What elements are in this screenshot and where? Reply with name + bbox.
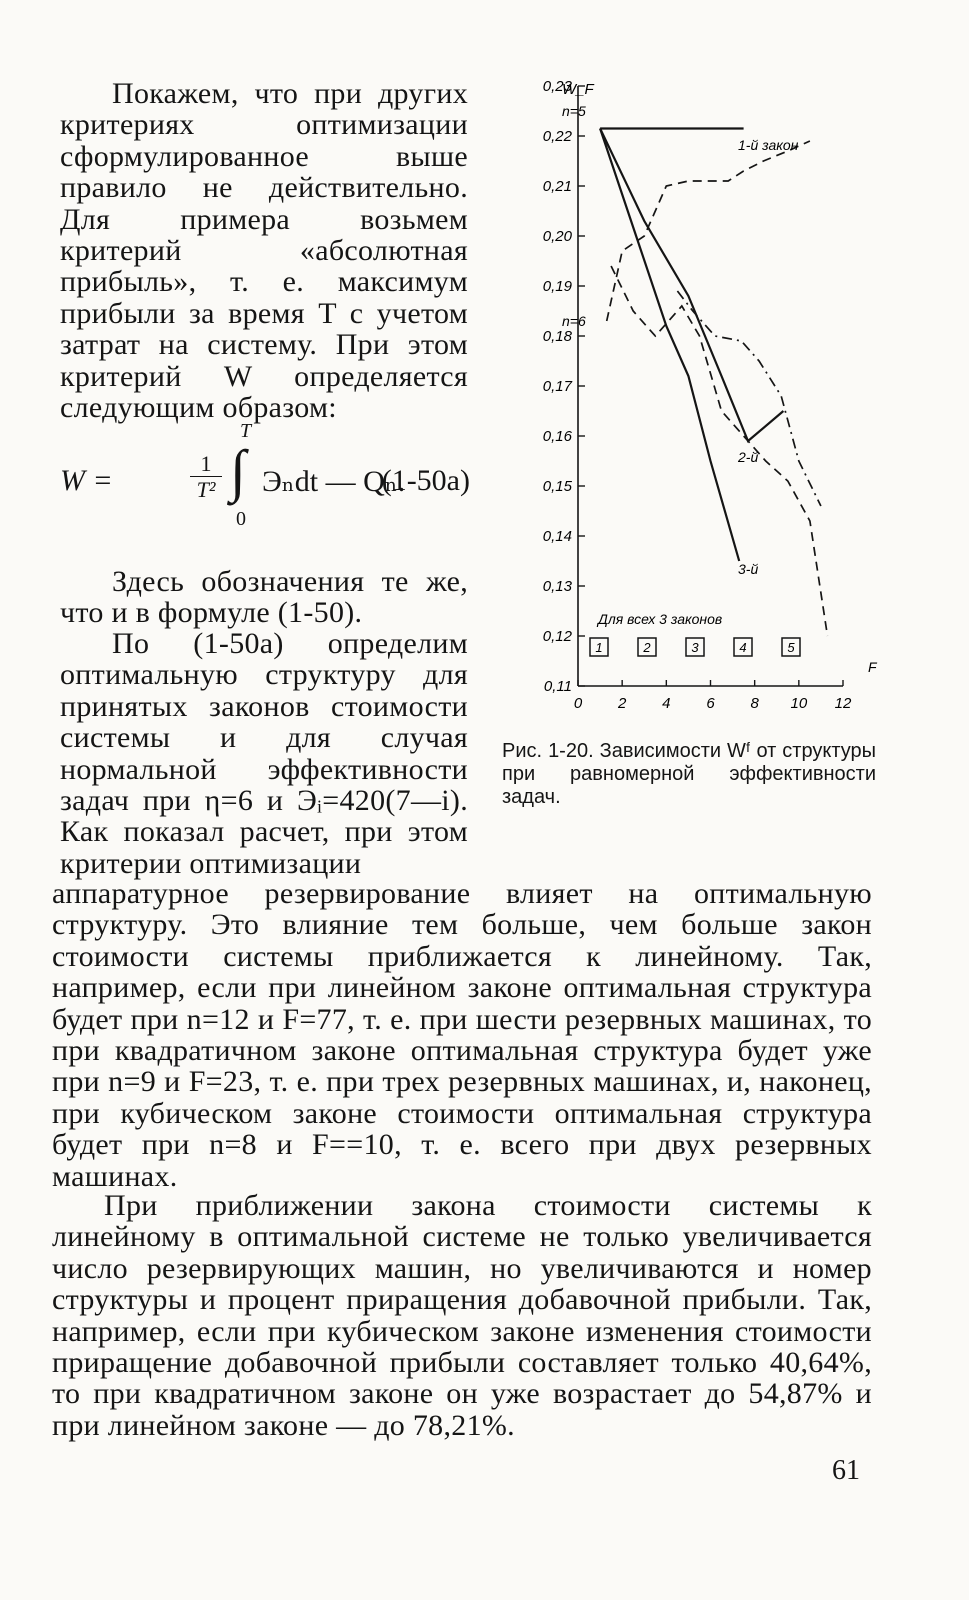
series-line-4 <box>607 141 810 321</box>
x-tick-label: 12 <box>834 695 852 712</box>
structure-box-label: 4 <box>739 640 747 655</box>
structure-box-label: 2 <box>643 640 651 655</box>
x-tick-label: 2 <box>617 695 627 712</box>
y-axis-label: W_F <box>562 81 594 98</box>
figure-chart <box>500 78 890 728</box>
series-line-5 <box>611 266 827 636</box>
annotation-n5: n=5 <box>562 103 586 119</box>
y-tick-label: 0,16 <box>542 428 572 445</box>
formula-denominator: T² <box>196 477 216 502</box>
annotation-law1: 1-й закон <box>738 137 799 153</box>
x-axis-label: F <box>868 659 877 675</box>
structure-boxes <box>590 638 800 656</box>
paragraph-linear-law: При приближении закона стоимости системы к линейному в оптимальной системе не только увеличивается число резервирующих машин, но увеличиваются и номер структуры и процент приращения добавочной прибыли. Так, например, если при кубическом законе изменения стоимости приращение добавочной прибыли составляет только 40,64%, то при квадратичном законе он уже возрастает до 54,87% и при линейном законе — до 78,21%. <box>52 1189 872 1442</box>
paragraph-structure-narrow: По (1-50а) определим оптимальную структуру для принятых законов стоимости системы и для случая нормальной эффективности задач при η=6 и Эᵢ=420(7—i). Как показал расчет, при этом критерии оптимизации <box>60 627 468 880</box>
x-tick-label: 6 <box>706 695 715 712</box>
paragraph-structure-wide: аппаратурное резервирование влияет на оптимальную структуру. Это влияние тем больше, чем больше закон стоимости системы приближается к линейному. Так, например, если при линейном законе оптимальная структура будет при n=12 и F=77, т. е. при шести резервных машинах, то при квадратичном законе оптимальная структура будет уже при n=9 и F=23, т. е. при трех резервных машинах, и, наконец, при кубическом законе стоимости оптимальная структура будет при n=8 и F==10, т. е. всего при двух резервных машинах. <box>52 877 872 1193</box>
y-tick-label: 0,22 <box>542 128 572 145</box>
y-tick-label: 0,20 <box>542 228 572 245</box>
annotation-law3: 3-й <box>738 561 759 577</box>
x-axis-ticks <box>574 680 852 712</box>
formula-lhs: W = <box>60 464 113 497</box>
y-tick-label: 0,19 <box>542 278 572 295</box>
x-tick-label: 8 <box>750 695 759 712</box>
y-tick-label: 0,21 <box>542 178 572 195</box>
y-tick-label: 0,14 <box>542 528 572 545</box>
series-line-2 <box>600 129 783 442</box>
x-tick-label: 4 <box>662 695 671 712</box>
annotation-n6: n=6 <box>562 313 586 329</box>
formula-fraction <box>190 452 222 503</box>
series-layer <box>600 129 827 637</box>
formula-integrand: Эₙdt — Qₙ. <box>262 465 406 498</box>
structure-box-label: 5 <box>787 640 795 655</box>
page-number: 61 <box>832 1455 860 1486</box>
figure-caption: Рис. 1-20. Зависимости Wᶠ от структуры при равномерной эффективности задач. <box>502 740 876 808</box>
integral-sign-icon: ∫ <box>230 438 246 503</box>
y-tick-label: 0,17 <box>542 378 572 395</box>
y-tick-label: 0,23 <box>542 78 572 95</box>
annotation-law2: 2-й <box>738 449 759 465</box>
formula-1-50a <box>60 420 470 540</box>
formula-lower-limit: 0 <box>236 508 246 530</box>
annotation-all-laws: Для всех 3 законов <box>598 611 723 627</box>
x-tick-label: 10 <box>790 695 808 712</box>
series-line-3 <box>600 129 739 562</box>
formula-number: (1-50а) <box>381 464 470 497</box>
y-tick-label: 0,15 <box>542 478 572 495</box>
y-tick-label: 0,13 <box>542 578 572 595</box>
structure-box-label: 3 <box>691 640 699 655</box>
x-tick-label: 0 <box>573 695 583 712</box>
paragraph-notation: Здесь обозначения те же, что и в формуле (1-50). <box>60 565 468 630</box>
paragraph-intro: Покажем, что при других критериях оптимизации сформулированное выше правило не действительно. Для примера возьмем критерий «абсолютная прибыль», т. е. максимум прибыли за время T с учетом затрат на систему. При этом критерий W определяется следующим образом: <box>60 77 468 425</box>
formula-upper-limit: T <box>240 420 252 442</box>
formula-numerator: 1 <box>190 452 222 477</box>
structure-box-label: 1 <box>595 640 603 655</box>
y-tick-label: 0,11 <box>543 678 572 695</box>
y-tick-label: 0,18 <box>542 328 572 345</box>
y-tick-label: 0,12 <box>542 628 572 645</box>
